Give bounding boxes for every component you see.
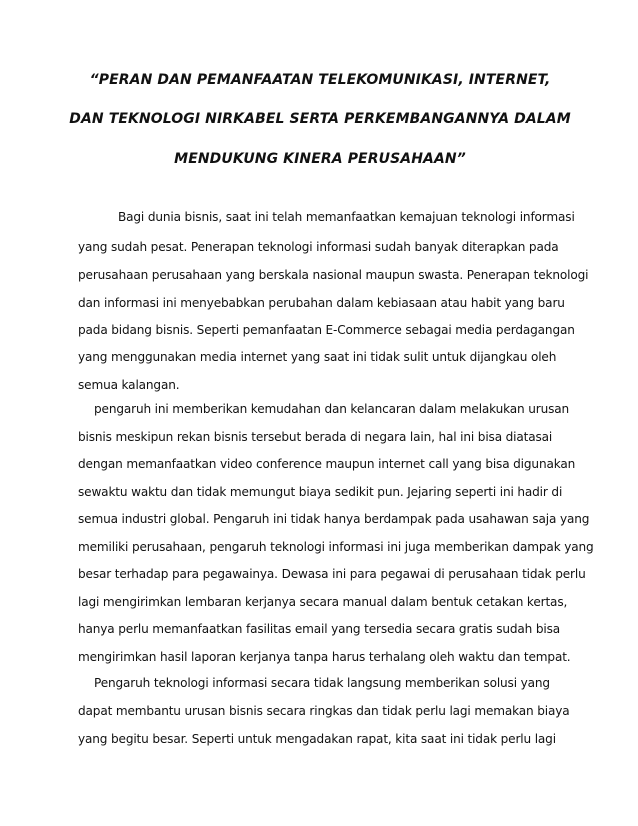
document-title-line-3: MENDUKUNG KINERA PERUSAHAAN” — [174, 151, 466, 167]
paragraph-line: sewaktu waktu dan tidak memungut biaya sedikit pun. Jejaring seperti ini hadir di — [78, 485, 563, 499]
paragraph-line: Pengaruh teknologi informasi secara tidak langsung memberikan solusi yang — [94, 676, 550, 690]
paragraph-line: semua industri global. Pengaruh ini tidak hanya berdampak pada usahawan saja yang — [78, 512, 590, 526]
paragraph-line: dan informasi ini menyebabkan perubahan dalam kebiasaan atau habit yang baru — [78, 296, 565, 310]
paragraph-line: memiliki perusahaan, pengaruh teknologi informasi ini juga memberikan dampak yang — [78, 540, 594, 554]
document-title-line-2: DAN TEKNOLOGI NIRKABEL SERTA PERKEMBANGANNYA DALAM — [69, 111, 571, 127]
paragraph-line: dengan memanfaatkan video conference maupun internet call yang bisa digunakan — [78, 457, 576, 471]
paragraph-line: pada bidang bisnis. Seperti pemanfaatan E-Commerce sebagai media perdagangan — [78, 323, 575, 337]
paragraph-line: mengirimkan hasil laporan kerjanya tanpa harus terhalang oleh waktu dan tempat. — [78, 650, 571, 664]
document-title-line-1: “PERAN DAN PEMANFAATAN TELEKOMUNIKASI, INTERNET, — [89, 72, 551, 88]
paragraph-line: lagi mengirimkan lembaran kerjanya secara manual dalam bentuk cetakan kertas, — [78, 595, 568, 609]
paragraph-line: yang sudah pesat. Penerapan teknologi informasi sudah banyak diterapkan pada — [78, 240, 559, 254]
paragraph-line: pengaruh ini memberikan kemudahan dan kelancaran dalam melakukan urusan — [94, 402, 570, 416]
paragraph-line: Bagi dunia bisnis, saat ini telah memanfaatkan kemajuan teknologi informasi — [118, 210, 575, 224]
paragraph-line: dapat membantu urusan bisnis secara ringkas dan tidak perlu lagi memakan biaya — [78, 704, 570, 718]
paragraph-line: bisnis meskipun rekan bisnis tersebut berada di negara lain, hal ini bisa diatasai — [78, 430, 553, 444]
paragraph-line: perusahaan perusahaan yang berskala nasional maupun swasta. Penerapan teknologi — [78, 268, 589, 282]
paragraph-line: yang begitu besar. Seperti untuk mengadakan rapat, kita saat ini tidak perlu lagi — [78, 732, 556, 746]
paragraph-line: besar terhadap para pegawainya. Dewasa ini para pegawai di perusahaan tidak perlu — [78, 567, 586, 581]
paragraph-line: yang menggunakan media internet yang saat ini tidak sulit untuk dijangkau oleh — [78, 350, 557, 364]
paragraph-line: hanya perlu memanfaatkan fasilitas email yang tersedia secara gratis sudah bisa — [78, 622, 561, 636]
paragraph-line: semua kalangan. — [78, 378, 180, 392]
